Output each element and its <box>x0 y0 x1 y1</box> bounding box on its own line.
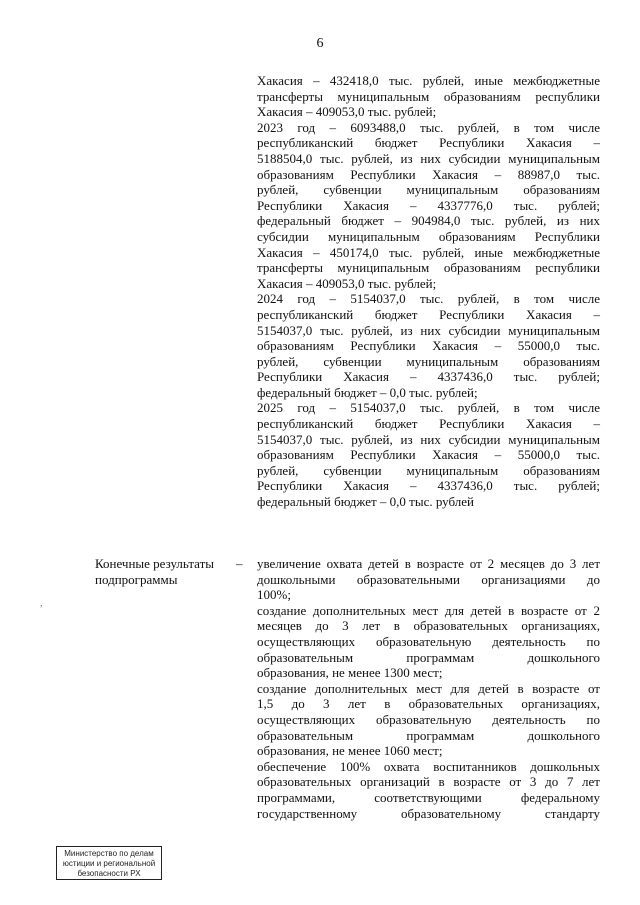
text-line: создание дополнительных мест для детей в возрасте от <box>257 680 600 696</box>
text-line: федеральный бюджет – 904984,0 тыс. рублей, из них <box>257 213 600 229</box>
text-line: рублей, субвенции муниципальным образованиям <box>257 462 600 478</box>
text-line: Хакасия – 450174,0 тыс. рублей, иные межбюджетные <box>257 244 600 260</box>
stamp-line: юстиции и региональной <box>62 859 156 868</box>
text-line: образованиям Республики Хакасия – 88987,0 тыс. <box>257 166 600 182</box>
text-line: увеличение охвата детей в возрасте от 2 месяцев до 3 лет <box>257 556 600 571</box>
text-line: республиканский бюджет Республики Хакасия – <box>257 306 600 322</box>
text-line: Хакасия – 409053,0 тыс. рублей; <box>257 104 437 120</box>
text-line: 2025 год – 5154037,0 тыс. рублей, в том числе <box>257 400 600 416</box>
text-line: образованиям Республики Хакасия – 55000,0 тыс. <box>257 447 600 463</box>
text-line: государственному образовательному стандарту <box>257 805 600 821</box>
text-line: Республики Хакасия – 4337776,0 тыс. рублей; <box>257 197 600 213</box>
text-line: осуществляющих образовательную деятельность по <box>257 633 600 649</box>
stamp-line: безопасности РХ <box>77 869 141 878</box>
text-line: 2024 год – 5154037,0 тыс. рублей, в том числе <box>257 291 600 307</box>
text-line: образования, не менее 1060 мест; <box>257 743 443 759</box>
results-label-line: Конечные результаты <box>95 556 215 571</box>
text-line: осуществляющих образовательную деятельность по <box>257 711 600 727</box>
text-line: трансферты муниципальным образованиям республики <box>257 88 600 104</box>
results-label-line: подпрограммы <box>95 571 178 587</box>
stamp-line: Министерство по делам <box>64 849 154 858</box>
text-line: образованиям Республики Хакасия – 55000,0 тыс. <box>257 338 600 354</box>
text-line: рублей, субвенции муниципальным образованиям <box>257 353 600 369</box>
text-line: субсидии муниципальным образованиям Республики <box>257 228 600 244</box>
ministry-stamp <box>56 846 162 880</box>
results-text-block <box>257 556 600 821</box>
text-line: обеспечение 100% охвата воспитанников дошкольных <box>257 758 600 774</box>
text-line: федеральный бюджет – 0,0 тыс. рублей <box>257 494 474 510</box>
text-line: республиканский бюджет Республики Хакасия – <box>257 416 600 432</box>
text-line: рублей, субвенции муниципальным образованиям <box>257 182 600 198</box>
text-line: 5154037,0 тыс. рублей, из них субсидии муниципальным <box>257 431 600 447</box>
text-line: федеральный бюджет – 0,0 тыс. рублей; <box>257 384 478 400</box>
results-label <box>95 556 214 587</box>
funding-text-block <box>257 73 600 510</box>
text-line: республиканский бюджет Республики Хакасия – <box>257 135 600 151</box>
text-line: Хакасия – 432418,0 тыс. рублей, иные межбюджетные <box>257 73 600 88</box>
text-line: 2023 год – 6093488,0 тыс. рублей, в том числе <box>257 119 600 135</box>
text-line: образовательным программам дошкольного <box>257 727 600 743</box>
text-line: Республики Хакасия – 4337436,0 тыс. рублей; <box>257 369 600 385</box>
text-line: программами, соответствующими федеральному <box>257 789 600 805</box>
results-dash: – <box>236 556 243 571</box>
text-line: образовательным программам дошкольного <box>257 649 600 665</box>
text-line: образования, не менее 1300 мест; <box>257 665 443 681</box>
text-line: 100%; <box>257 587 291 603</box>
text-line: месяцев до 3 лет в образовательных организациях, <box>257 618 600 634</box>
text-line: Хакасия – 409053,0 тыс. рублей; <box>257 275 437 291</box>
text-line: дошкольными образовательными организациями до <box>257 571 600 587</box>
text-line: Республики Хакасия – 4337436,0 тыс. рублей; <box>257 478 600 494</box>
text-line: 5154037,0 тыс. рублей, из них субсидии муниципальным <box>257 322 600 338</box>
text-line: создание дополнительных мест для детей в возрасте от 2 <box>257 602 600 618</box>
margin-mark: , <box>40 598 43 609</box>
page-number: 6 <box>316 36 324 51</box>
text-line: 1,5 до 3 лет в образовательных организациях, <box>257 696 600 712</box>
text-line: трансферты муниципальным образованиям республики <box>257 260 600 276</box>
text-line: образовательных организаций в возрасте от 3 до 7 лет <box>257 774 600 790</box>
text-line: 5188504,0 тыс. рублей, из них субсидии муниципальным <box>257 150 600 166</box>
